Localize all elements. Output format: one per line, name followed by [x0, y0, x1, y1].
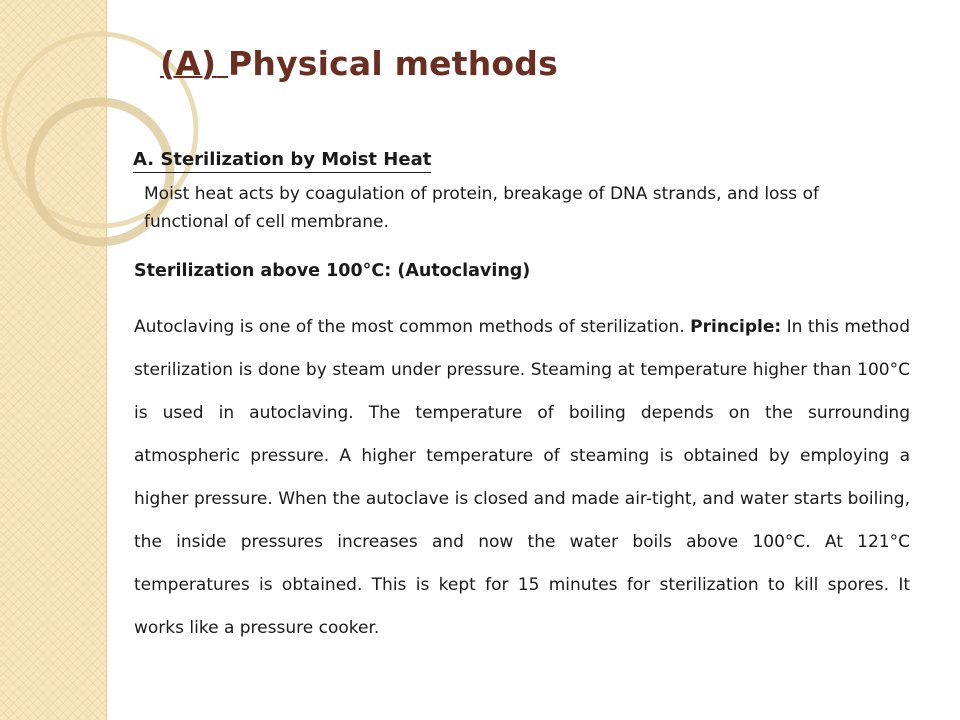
body-paragraph: [134, 306, 910, 650]
subsection-heading: A. Sterilization by Moist Heat: [133, 149, 431, 173]
principle-label: Principle:: [690, 317, 782, 337]
slide-title: [160, 44, 558, 83]
section-heading: Sterilization above 100°C: (Autoclaving): [134, 261, 531, 281]
intro-text: Moist heat acts by coagulation of protein, breakage of DNA strands, and loss of functional of cell membrane.: [144, 184, 819, 232]
title-gap: [216, 44, 228, 83]
title-main: Physical methods: [228, 44, 558, 83]
paragraph-part-2: In this method sterilization is done by steam under pressure. Steaming at temperature higher than 100°C is used in autoclaving. The temperature of boiling depends on the surrounding atmospheric pressure. A higher temperature of steaming is obtained by employing a higher pressure. When the autoclave is closed and made air-tight, and water starts boiling, the inside pressures increases and now the water boils above 100°C. At 121°C temperatures is obtained. This is kept for 15 minutes for sterilization to kill spores. It works like a pressure cooker.: [134, 317, 910, 638]
paragraph-part-1: Autoclaving is one of the most common methods of sterilization.: [134, 317, 691, 337]
title-prefix: (A): [160, 44, 217, 83]
